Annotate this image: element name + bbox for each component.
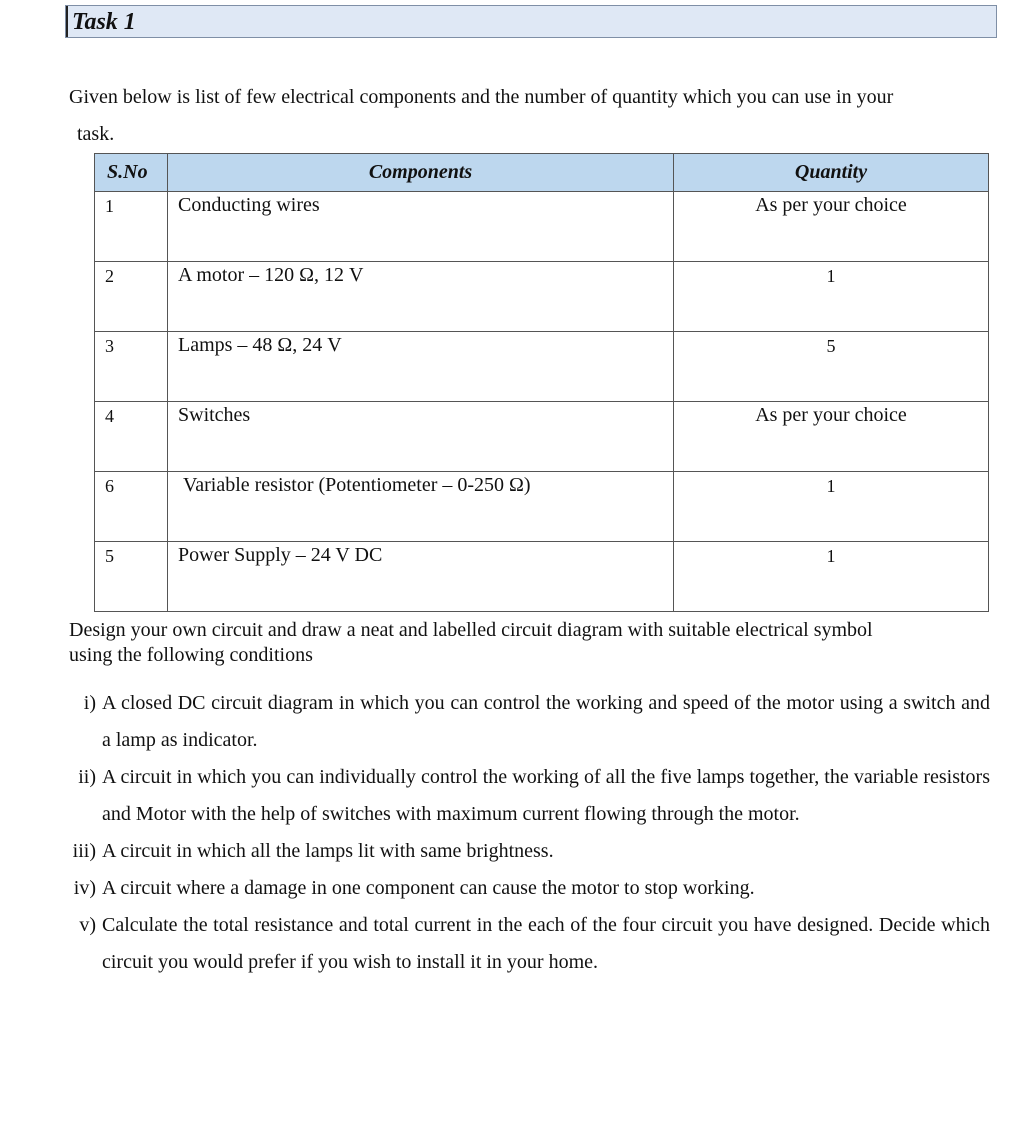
conditions-list [60, 685, 990, 981]
condition-text: A circuit in which you can individually control the working of all the five lamps together, the variable resistors and Motor with the help of switches with maximum current flowing through the motor. [102, 766, 990, 825]
cell-sno: 1 [95, 192, 168, 262]
condition-marker: v) [79, 914, 96, 936]
condition-marker: ii) [78, 766, 96, 788]
intro-paragraph [69, 79, 989, 153]
condition-text: A circuit where a damage in one component can cause the motor to stop working. [102, 877, 755, 899]
intro-line-2: task. [77, 123, 115, 145]
condition-item [60, 870, 990, 907]
cell-quantity: 5 [674, 332, 989, 402]
cell-component: Conducting wires [168, 192, 674, 262]
cell-sno: 2 [95, 262, 168, 332]
design-instructions [69, 618, 969, 668]
components-table [94, 153, 989, 612]
header-quantity: Quantity [674, 154, 989, 192]
cell-sno: 3 [95, 332, 168, 402]
condition-item [60, 685, 990, 759]
condition-text: A circuit in which all the lamps lit with same brightness. [102, 840, 554, 862]
cell-sno: 6 [95, 472, 168, 542]
design-line-2: using the following conditions [69, 644, 313, 666]
condition-text: A closed DC circuit diagram in which you can control the working and speed of the motor using a switch and a lamp as indicator. [102, 692, 990, 751]
header-sno: S.No [95, 154, 168, 192]
table-row [95, 262, 989, 332]
cell-sno: 4 [95, 402, 168, 472]
intro-line-1: Given below is list of few electrical components and the number of quantity which you can use in your [69, 86, 894, 108]
cell-quantity: As per your choice [674, 192, 989, 262]
cell-component: A motor – 120 Ω, 12 V [168, 262, 674, 332]
table-row [95, 542, 989, 612]
design-line-1: Design your own circuit and draw a neat and labelled circuit diagram with suitable electrical symbol [69, 619, 873, 641]
condition-text: Calculate the total resistance and total current in the each of the four circuit you have designed. Decide which circuit you would prefer if you wish to install it in your home. [102, 914, 990, 973]
condition-marker: i) [83, 692, 96, 714]
condition-marker: iii) [72, 840, 96, 862]
condition-item [60, 759, 990, 833]
table-row [95, 472, 989, 542]
cell-component: Lamps – 48 Ω, 24 V [168, 332, 674, 402]
cell-component: Switches [168, 402, 674, 472]
cell-quantity: 1 [674, 542, 989, 612]
condition-marker: iv) [73, 877, 96, 899]
table-row [95, 402, 989, 472]
header-left-bar [66, 6, 68, 37]
cell-quantity: As per your choice [674, 402, 989, 472]
task-title: Task 1 [72, 9, 136, 35]
cell-quantity: 1 [674, 472, 989, 542]
condition-item [60, 833, 990, 870]
cell-component: Power Supply – 24 V DC [168, 542, 674, 612]
header-components: Components [168, 154, 674, 192]
task-header [65, 5, 997, 38]
cell-component: Variable resistor (Potentiometer – 0-250 Ω) [168, 472, 674, 542]
cell-sno: 5 [95, 542, 168, 612]
table-row [95, 192, 989, 262]
cell-quantity: 1 [674, 262, 989, 332]
condition-item [60, 907, 990, 981]
table-row [95, 332, 989, 402]
table-header-row [95, 154, 989, 192]
